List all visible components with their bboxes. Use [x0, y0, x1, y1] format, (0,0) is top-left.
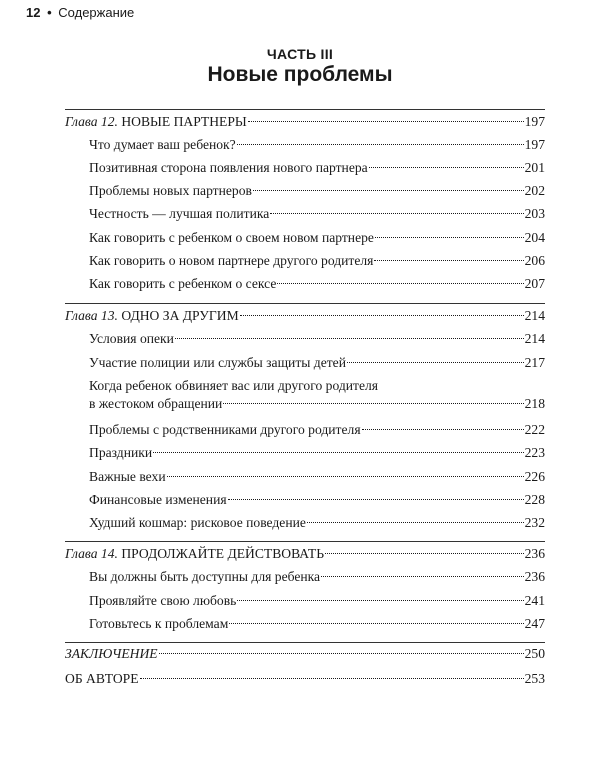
toc-chapter-12[interactable] [65, 113, 545, 131]
toc-entry-title: Проблемы с родственниками другого родителя [89, 422, 361, 437]
dot-leader [175, 338, 524, 339]
dot-leader [159, 653, 524, 654]
toc-conclusion[interactable] [65, 645, 545, 663]
toc-page-number: 197 [524, 137, 545, 152]
toc-page-number: 203 [524, 206, 545, 221]
toc-item[interactable] [89, 252, 545, 270]
toc-item[interactable] [89, 615, 545, 633]
toc-page-number: 201 [524, 160, 545, 175]
toc-page-number: 253 [524, 671, 545, 686]
toc-item[interactable] [89, 491, 545, 509]
toc-chapter-13[interactable] [65, 307, 545, 325]
dot-leader [307, 522, 524, 523]
toc-entry-title: Как говорить с ребенком о своем новом партнере [89, 230, 374, 245]
toc-chapter-14[interactable] [65, 545, 545, 563]
toc-page-number: 197 [524, 114, 545, 129]
toc-about-author[interactable] [65, 670, 545, 688]
toc-item[interactable] [89, 275, 545, 293]
toc-item[interactable] [89, 182, 545, 200]
dot-leader [347, 362, 524, 363]
toc-item[interactable] [89, 444, 545, 462]
header-section: Содержание [58, 5, 135, 20]
toc-page-number: 214 [524, 308, 545, 323]
toc-item[interactable] [89, 421, 545, 439]
dot-leader [325, 553, 524, 554]
toc-entry-title: Честность — лучшая политика [89, 206, 270, 221]
toc-page-number: 214 [524, 331, 545, 346]
dot-leader [229, 623, 523, 624]
toc-entry-title: Проявляйте свою любовь [89, 593, 237, 608]
header-separator: • [47, 5, 52, 20]
toc-item[interactable] [89, 377, 545, 413]
toc-page-number: 236 [524, 546, 545, 561]
dot-leader [140, 678, 524, 679]
dot-leader [237, 600, 523, 601]
toc-item[interactable] [89, 514, 545, 532]
toc-page-number: 241 [524, 593, 545, 608]
toc-item[interactable] [89, 205, 545, 223]
toc-page-number: 226 [524, 469, 545, 484]
dot-leader [321, 576, 524, 577]
toc-entry-title: Вы должны быть доступны для ребенка [89, 569, 321, 584]
table-of-contents [65, 0, 545, 762]
toc-entry-title: Условия опеки [89, 331, 174, 346]
dot-leader [375, 237, 524, 238]
dot-leader [253, 190, 524, 191]
toc-entry-title: ОБ АВТОРЕ [65, 671, 139, 686]
dot-leader [369, 167, 524, 168]
toc-page-number: 206 [524, 253, 545, 268]
toc-page-number: 236 [524, 569, 545, 584]
toc-item[interactable] [89, 468, 545, 486]
toc-item[interactable] [89, 568, 545, 586]
toc-item[interactable] [89, 229, 545, 247]
toc-page-number: 228 [524, 492, 545, 507]
dot-leader [270, 213, 523, 214]
toc-page-number: 222 [524, 422, 545, 437]
toc-item[interactable] [89, 592, 545, 610]
toc-entry-title: Финансовые изменения [89, 492, 227, 507]
toc-item[interactable] [89, 354, 545, 372]
toc-entry-title: Что думает ваш ребенок? [89, 137, 236, 152]
toc-page-number: 204 [524, 230, 545, 245]
part-label: ЧАСТЬ III [266, 46, 334, 62]
dot-leader [240, 315, 524, 316]
toc-page-number: 218 [524, 396, 545, 411]
toc-page-number: 202 [524, 183, 545, 198]
toc-entry-title-line1: Когда ребенок обвиняет вас или другого родителя [89, 378, 379, 393]
toc-entry-title: Глава 14. ПРОДОЛЖАЙТЕ ДЕЙСТВОВАТЬ [65, 546, 325, 561]
dot-leader [223, 403, 523, 404]
toc-entry-title: Глава 12. НОВЫЕ ПАРТНЕРЫ [65, 114, 247, 129]
dot-leader [374, 260, 523, 261]
toc-entry-title: Важные вехи [89, 469, 166, 484]
toc-entry-title: Глава 13. ОДНО ЗА ДРУГИМ [65, 308, 239, 323]
toc-entry-title: ЗАКЛЮЧЕНИЕ [65, 646, 158, 661]
toc-entry-title: Участие полиции или службы защиты детей [89, 355, 346, 370]
toc-entry-title: Проблемы новых партнеров [89, 183, 252, 198]
toc-page-number: 247 [524, 616, 545, 631]
toc-page-number: 223 [524, 445, 545, 460]
toc-entry-title: Как говорить о новом партнере другого родителя [89, 253, 374, 268]
dot-leader [248, 121, 524, 122]
dot-leader [277, 283, 523, 284]
toc-item[interactable] [89, 159, 545, 177]
dot-leader [228, 499, 524, 500]
toc-entry-title: Худший кошмар: рисковое поведение [89, 515, 306, 530]
toc-page-number: 232 [524, 515, 545, 530]
toc-item[interactable] [89, 136, 545, 154]
toc-item[interactable] [89, 330, 545, 348]
toc-entry-title: Как говорить с ребенком о сексе [89, 276, 277, 291]
toc-page-number: 250 [524, 646, 545, 661]
toc-entry-title: Позитивная сторона появления нового партнера [89, 160, 368, 175]
dot-leader [153, 452, 523, 453]
page-number: 12 [26, 5, 41, 20]
toc-page-number: 217 [524, 355, 545, 370]
dot-leader [362, 429, 524, 430]
toc-page-number: 207 [524, 276, 545, 291]
toc-entry-title: Готовьтесь к проблемам [89, 616, 229, 631]
part-title: Новые проблемы [207, 63, 393, 86]
toc-entry-title-line2: в жестоком обращении [89, 396, 223, 411]
toc-entry-title: Праздники [89, 445, 153, 460]
dot-leader [167, 476, 524, 477]
dot-leader [237, 144, 524, 145]
